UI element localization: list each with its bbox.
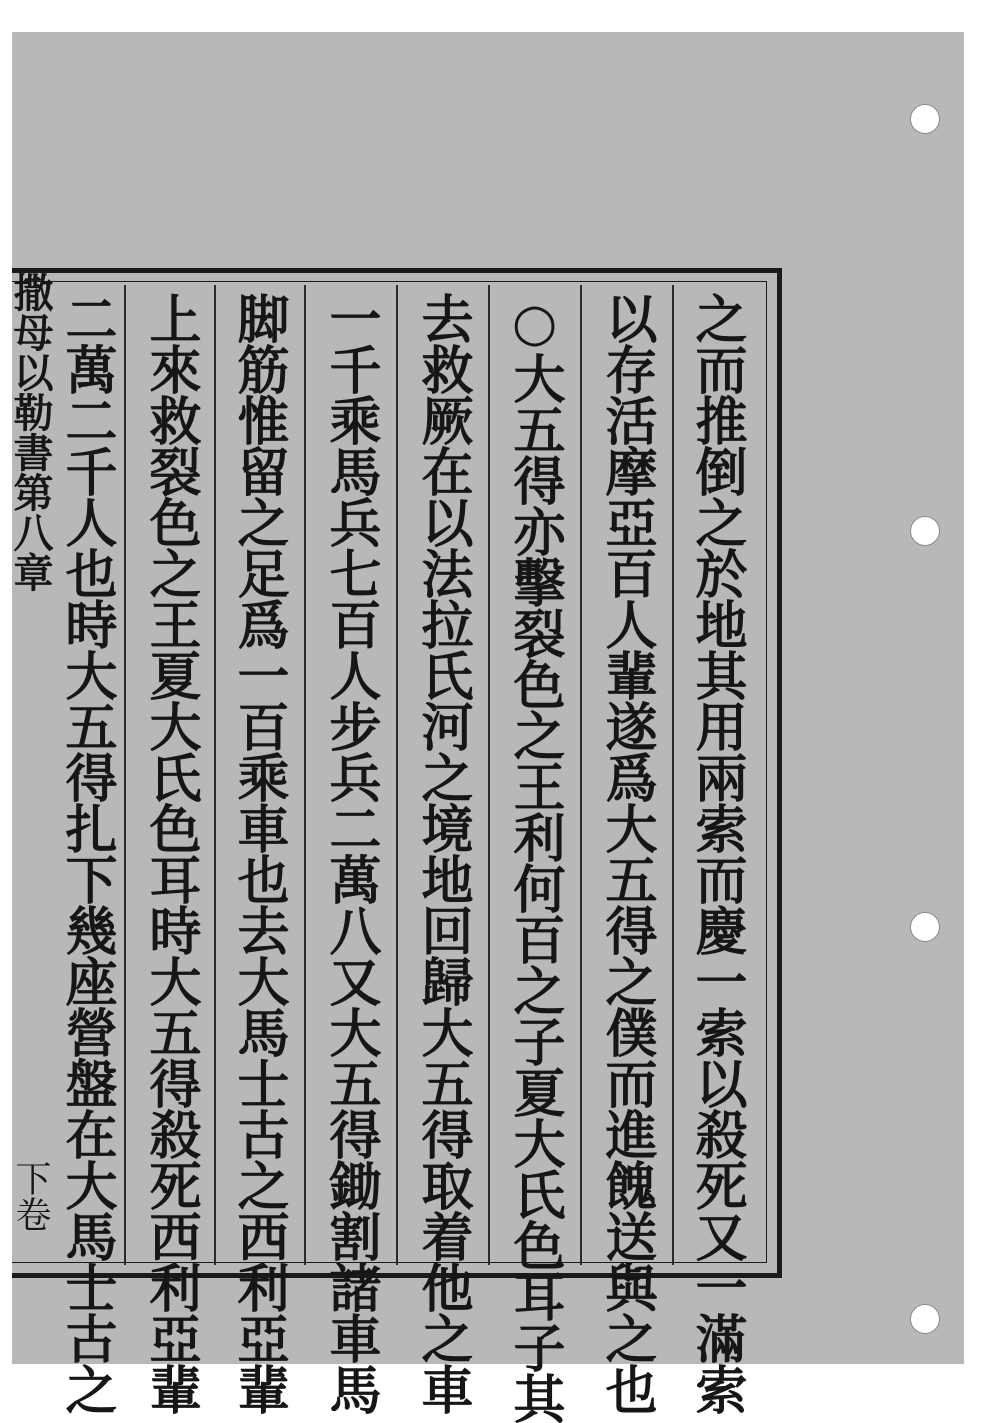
book-title: 撒母以勒書 <box>7 272 54 472</box>
column-rule <box>580 285 582 1265</box>
punch-hole <box>910 912 940 942</box>
column-rule <box>488 285 490 1265</box>
text-column-1: 之而推倒之於地其用兩索而慶一索以殺死又一滿索 <box>686 292 747 1414</box>
column-rule <box>214 285 216 1265</box>
column-rule <box>672 285 674 1265</box>
text-column-7: 上來救裂色之王夏大氏色耳時大五得殺死西利亞輩 <box>140 292 201 1414</box>
chapter-label: 第八章 <box>7 472 54 592</box>
punch-hole <box>910 516 940 546</box>
punch-hole <box>910 1304 940 1334</box>
column-rule <box>396 285 398 1265</box>
text-column-5: 一千乘馬兵七百人步兵二萬八又大五得鋤割諸車馬 <box>320 292 381 1414</box>
column-rule <box>124 285 126 1265</box>
text-column-2: 以存活摩亞百人輩遂爲大五得之僕而進餽送與之也 <box>596 292 657 1414</box>
column-rule <box>304 285 306 1265</box>
text-column-3: ○大五得亦擊裂色之王利何百之子夏大氏色耳子其 <box>504 292 565 1423</box>
punch-hole <box>910 104 940 134</box>
text-column-6: 脚筋惟留之足爲一百乘車也去大馬士古之西利亞輩 <box>228 292 289 1414</box>
volume-label: 下卷 <box>10 1160 51 1232</box>
text-column-4: 去救厥在以法拉氏河之境地回歸大五得取着他之車 <box>412 292 473 1414</box>
text-column-8: 二萬二千人也時大五得扎下幾座營盤在大馬士古之 <box>56 292 117 1414</box>
margin-header <box>7 272 54 1272</box>
